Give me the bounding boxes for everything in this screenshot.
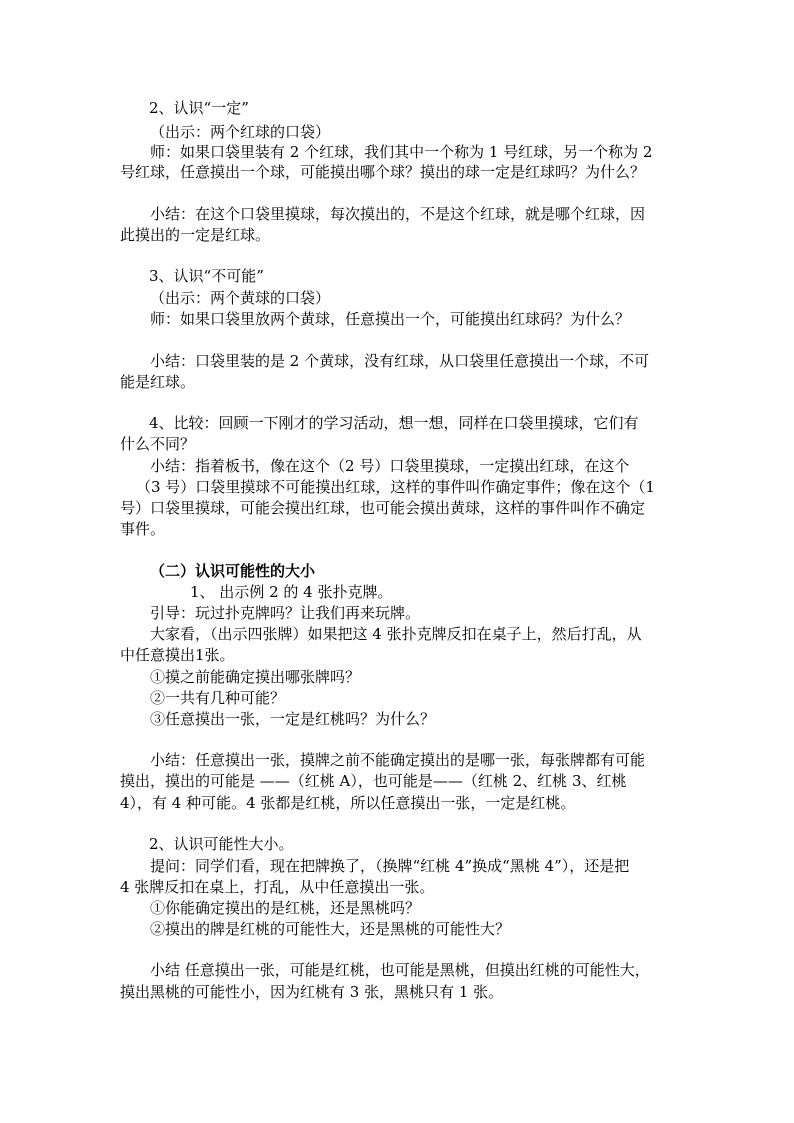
text-line: （出示：两个黄球的口袋） <box>150 289 331 307</box>
text-line: 2、认识可能性大小。 <box>149 835 294 853</box>
text-line: 3、认识“不可能” <box>149 267 264 285</box>
text-line: 号红球，任意摸出一个球，可能摸出哪个球？摸出的球一定是红球吗？为什么？ <box>120 163 646 181</box>
text-line: 摸出黑桃的可能性小，因为红桃有 3 张，黑桃只有 1 张。 <box>120 983 504 1001</box>
text-line: 小结：口袋里装的是 2 个黄球，没有红球，从口袋里任意摸出一个球，不可 <box>150 352 650 370</box>
list-item: ③任意摸出一张，一定是红桃吗？为什么？ <box>150 710 436 728</box>
text-line: 引导：玩过扑克牌吗？让我们再来玩牌。 <box>150 604 421 622</box>
text-line: 4 张牌反扣在桌上，打乱，从中任意摸出一张。 <box>120 878 435 896</box>
text-line: 师：如果口袋里放两个黄球，任意摸出一个，可能摸出红球码？为什么？ <box>150 310 631 328</box>
section-heading: （二）认识可能性的大小 <box>150 562 316 580</box>
list-item: ①摸之前能确定摸出哪张牌吗？ <box>150 668 361 686</box>
list-item: ②一共有几种可能？ <box>150 689 286 707</box>
text-line: 小结：在这个口袋里摸球，每次摸出的，不是这个红球，就是哪个红球，因 <box>150 205 646 223</box>
text-line: 中任意摸出1张。 <box>120 646 235 664</box>
text-line: 小结 任意摸出一张，可能是红桃，也可能是黑桃，但摸出红桃的可能性大， <box>150 961 650 979</box>
text-line: 1、 出示例 2 的 4 张扑克牌。 <box>190 583 393 601</box>
text-line: （3 号）口袋里摸球不可能摸出红球，这样的事件叫作确定事件；像在这个（1 <box>136 478 655 496</box>
text-line: （出示：两个红球的口袋） <box>150 123 331 141</box>
text-line: 大家看，（出示四张牌）如果把这 4 张扑克牌反扣在桌子上，然后打乱，从 <box>150 625 642 643</box>
list-item: ①你能确定摸出的是红桃，还是黑桃吗？ <box>150 899 421 917</box>
text-line: 提问：同学们看，现在把牌换了，（换牌“红桃 4”换成“黑桃 4”），还是把 <box>150 857 630 875</box>
text-line: 2、认识“一定” <box>149 99 249 117</box>
text-line: 摸出，摸出的可能是 ——（红桃 A），也可能是——（红桃 2、红桃 3、红桃 <box>120 772 627 790</box>
list-item: ②摸出的牌是红桃的可能性大，还是黑桃的可能性大？ <box>150 920 511 938</box>
text-line: 小结：指着板书，像在这个（2 号）口袋里摸球，一定摸出红球，在这个 <box>150 457 630 475</box>
text-line: 号）口袋里摸球，可能会摸出红球，也可能会摸出黄球，这样的事件叫作不确定 <box>120 499 646 517</box>
text-line: 此摸出的一定是红球。 <box>120 226 271 244</box>
text-line: 4），有 4 种可能。4 张都是红桃，所以任意摸出一张，一定是红桃。 <box>120 794 576 812</box>
text-line: 师：如果口袋里装有 2 个红球，我们其中一个称为 1 号红球，另一个称为 2 <box>150 143 653 161</box>
text-line: 什么不同？ <box>120 435 196 453</box>
text-line: 事件。 <box>120 520 166 538</box>
text-line: 4、比较：回顾一下刚才的学习活动，想一想，同样在口袋里摸球，它们有 <box>149 414 639 432</box>
text-line: 小结：任意摸出一张，摸牌之前不能确定摸出的是哪一张，每张牌都有可能 <box>150 751 646 769</box>
text-line: 能是红球。 <box>120 373 196 391</box>
